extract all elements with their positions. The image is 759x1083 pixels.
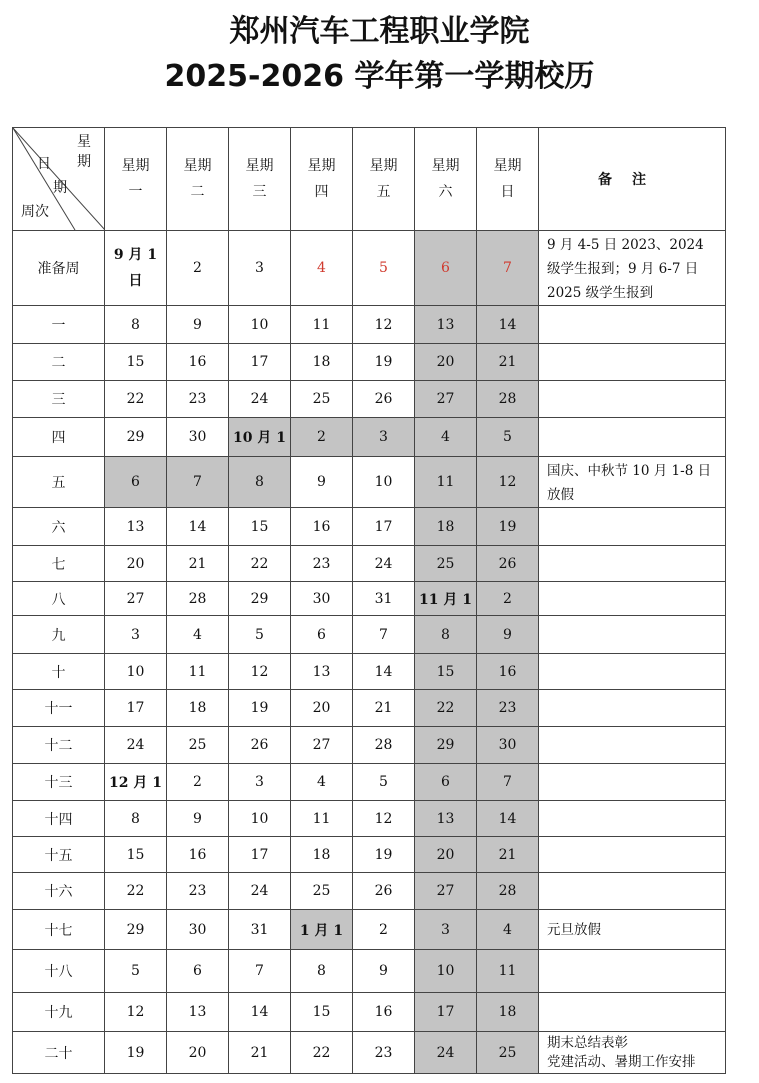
week-label: 十 (13, 654, 105, 690)
week-row (13, 1032, 726, 1074)
date-cell: 3 (105, 616, 167, 654)
week-label: 十九 (13, 993, 105, 1032)
date-cell: 26 (229, 727, 291, 764)
date-cell: 4 (291, 764, 353, 801)
date-cell: 15 (415, 654, 477, 690)
date-cell: 25 (167, 727, 229, 764)
date-cell: 3 (229, 231, 291, 306)
date-cell: 12 (105, 993, 167, 1032)
date-cell: 8 (229, 457, 291, 508)
date-cell: 17 (415, 993, 477, 1032)
date-cell: 16 (353, 993, 415, 1032)
date-cell: 18 (291, 837, 353, 873)
date-cell: 18 (415, 508, 477, 546)
date-cell: 7 (353, 616, 415, 654)
week-row (13, 344, 726, 381)
note-cell (539, 306, 726, 344)
date-cell: 27 (415, 873, 477, 910)
week-row (13, 654, 726, 690)
date-cell: 10 月 1 (229, 418, 291, 457)
date-cell: 13 (105, 508, 167, 546)
date-cell: 3 (229, 764, 291, 801)
date-cell: 30 (291, 582, 353, 616)
note-header-label: 备注 (598, 172, 666, 188)
date-cell: 21 (167, 546, 229, 582)
date-cell: 17 (229, 344, 291, 381)
week-label: 四 (13, 418, 105, 457)
date-cell: 24 (229, 873, 291, 910)
header-row (13, 128, 726, 231)
date-cell: 13 (291, 654, 353, 690)
week-label: 二十 (13, 1032, 105, 1074)
date-cell: 9 (291, 457, 353, 508)
date-cell: 24 (415, 1032, 477, 1074)
date-cell: 28 (477, 873, 539, 910)
date-cell: 11 (291, 306, 353, 344)
date-cell: 6 (105, 457, 167, 508)
date-cell: 4 (415, 418, 477, 457)
date-cell: 15 (105, 837, 167, 873)
date-cell: 8 (105, 801, 167, 837)
date-cell: 17 (229, 837, 291, 873)
note-cell (539, 764, 726, 801)
note-cell (539, 418, 726, 457)
date-cell: 17 (105, 690, 167, 727)
date-cell: 3 (353, 418, 415, 457)
week-row (13, 727, 726, 764)
note-line: 期末总结表彰 (547, 1035, 628, 1051)
date-cell: 8 (291, 950, 353, 993)
date-cell: 6 (415, 231, 477, 306)
calendar-table (12, 127, 726, 1074)
day-header-name: 一 (128, 184, 143, 200)
note-cell (539, 654, 726, 690)
date-cell: 23 (167, 381, 229, 418)
date-cell: 22 (229, 546, 291, 582)
date-cell: 10 (105, 654, 167, 690)
note-header-cell (539, 128, 726, 231)
date-cell: 24 (353, 546, 415, 582)
week-row (13, 837, 726, 873)
date-cell: 12 (477, 457, 539, 508)
week-label: 三 (13, 381, 105, 418)
note-cell (539, 582, 726, 616)
date-cell: 13 (415, 306, 477, 344)
date-cell: 27 (415, 381, 477, 418)
corner-label-zhouci: 周次 (21, 204, 49, 220)
date-cell: 5 (477, 418, 539, 457)
date-cell: 17 (353, 508, 415, 546)
date-cell: 28 (477, 381, 539, 418)
day-header-prefix: 星期 (245, 158, 274, 174)
date-cell: 30 (477, 727, 539, 764)
date-cell: 1 月 1 (291, 910, 353, 950)
date-cell: 4 (477, 910, 539, 950)
date-cell: 11 月 1 (415, 582, 477, 616)
date-cell: 30 (167, 910, 229, 950)
week-row (13, 546, 726, 582)
date-cell: 19 (105, 1032, 167, 1074)
week-row (13, 582, 726, 616)
date-cell: 22 (291, 1032, 353, 1074)
day-header-name: 三 (252, 184, 267, 200)
date-cell: 25 (291, 873, 353, 910)
date-cell: 15 (105, 344, 167, 381)
date-cell: 11 (291, 801, 353, 837)
date-cell: 23 (353, 1032, 415, 1074)
date-cell: 6 (167, 950, 229, 993)
day-header-cell (353, 128, 415, 231)
day-header-prefix: 星期 (307, 158, 336, 174)
date-cell: 22 (105, 873, 167, 910)
week-row (13, 418, 726, 457)
note-cell (539, 546, 726, 582)
date-cell: 14 (229, 993, 291, 1032)
week-row (13, 690, 726, 727)
day-header-cell (415, 128, 477, 231)
note-cell (539, 1032, 726, 1074)
date-cell: 25 (415, 546, 477, 582)
note-cell (539, 801, 726, 837)
date-cell: 7 (167, 457, 229, 508)
date-cell: 21 (229, 1032, 291, 1074)
day-header-prefix: 星期 (183, 158, 212, 174)
note-cell (539, 616, 726, 654)
date-cell: 9 (477, 616, 539, 654)
note-cell (539, 837, 726, 873)
date-cell: 9 (167, 306, 229, 344)
week-row (13, 616, 726, 654)
date-cell: 16 (477, 654, 539, 690)
week-row (13, 993, 726, 1032)
week-label: 十五 (13, 837, 105, 873)
date-cell: 29 (415, 727, 477, 764)
date-cell: 26 (477, 546, 539, 582)
note-cell (539, 950, 726, 993)
date-cell: 15 (229, 508, 291, 546)
date-cell: 7 (229, 950, 291, 993)
week-row (13, 457, 726, 508)
date-cell: 26 (353, 381, 415, 418)
date-cell: 15 (291, 993, 353, 1032)
date-cell: 19 (353, 344, 415, 381)
date-cell: 19 (353, 837, 415, 873)
week-row (13, 508, 726, 546)
date-cell: 21 (477, 837, 539, 873)
corner-label-ri: 日 (37, 156, 51, 172)
day-header-name: 日 (500, 184, 515, 200)
date-cell: 8 (105, 306, 167, 344)
date-cell: 23 (291, 546, 353, 582)
date-cell: 11 (415, 457, 477, 508)
corner-label-qi: 期 (53, 180, 67, 196)
corner-label-qi-top: 期 (77, 154, 91, 170)
date-cell: 9 月 1 日 (105, 231, 167, 306)
day-header-cell (477, 128, 539, 231)
date-cell: 29 (105, 910, 167, 950)
week-label: 十六 (13, 873, 105, 910)
date-cell: 6 (291, 616, 353, 654)
date-cell: 2 (291, 418, 353, 457)
week-label: 七 (13, 546, 105, 582)
date-cell: 12 月 1 (105, 764, 167, 801)
date-cell: 25 (477, 1032, 539, 1074)
date-cell: 10 (229, 801, 291, 837)
note-cell: 国庆、中秋节 10 月 1-8 日放假 (539, 457, 726, 508)
note-line: 党建活动、暑期工作安排 (547, 1054, 696, 1070)
date-cell: 5 (229, 616, 291, 654)
date-cell: 8 (415, 616, 477, 654)
date-cell: 4 (167, 616, 229, 654)
corner-label-xing: 星 (77, 134, 91, 150)
date-cell: 29 (105, 418, 167, 457)
date-cell: 18 (477, 993, 539, 1032)
date-cell: 29 (229, 582, 291, 616)
date-cell: 13 (167, 993, 229, 1032)
date-cell: 18 (291, 344, 353, 381)
date-cell: 10 (353, 457, 415, 508)
date-cell: 13 (415, 801, 477, 837)
date-cell: 20 (415, 344, 477, 381)
week-label: 八 (13, 582, 105, 616)
day-header-name: 四 (314, 184, 329, 200)
day-header-prefix: 星期 (431, 158, 460, 174)
date-cell: 24 (105, 727, 167, 764)
week-row (13, 910, 726, 950)
day-header-name: 二 (190, 184, 205, 200)
week-row (13, 873, 726, 910)
date-cell: 14 (353, 654, 415, 690)
date-cell: 21 (477, 344, 539, 381)
week-label: 九 (13, 616, 105, 654)
day-header-cell (229, 128, 291, 231)
week-label: 五 (13, 457, 105, 508)
date-cell: 24 (229, 381, 291, 418)
week-label: 一 (13, 306, 105, 344)
week-row (13, 950, 726, 993)
date-cell: 10 (415, 950, 477, 993)
date-cell: 28 (353, 727, 415, 764)
date-cell: 21 (353, 690, 415, 727)
document-title: 郑州汽车工程职业学院 (229, 14, 530, 49)
note-cell (539, 508, 726, 546)
date-cell: 31 (229, 910, 291, 950)
date-cell: 23 (477, 690, 539, 727)
date-cell: 16 (167, 344, 229, 381)
date-cell: 31 (353, 582, 415, 616)
note-cell (539, 727, 726, 764)
day-header-prefix: 星期 (369, 158, 398, 174)
date-cell: 9 (353, 950, 415, 993)
week-label: 准备周 (13, 231, 105, 306)
note-cell: 元旦放假 (539, 910, 726, 950)
date-cell: 26 (353, 873, 415, 910)
note-cell (539, 344, 726, 381)
date-cell: 14 (167, 508, 229, 546)
week-label: 十七 (13, 910, 105, 950)
date-cell: 19 (229, 690, 291, 727)
note-cell (539, 381, 726, 418)
week-label: 十四 (13, 801, 105, 837)
date-cell: 25 (291, 381, 353, 418)
day-header-prefix: 星期 (493, 158, 522, 174)
date-cell: 9 (167, 801, 229, 837)
note-cell (539, 873, 726, 910)
week-label: 二 (13, 344, 105, 381)
date-cell: 16 (167, 837, 229, 873)
date-cell: 27 (291, 727, 353, 764)
day-header-cell (105, 128, 167, 231)
date-cell: 19 (477, 508, 539, 546)
date-cell: 5 (353, 231, 415, 306)
date-cell: 20 (415, 837, 477, 873)
week-label: 十八 (13, 950, 105, 993)
date-cell: 14 (477, 306, 539, 344)
date-cell: 30 (167, 418, 229, 457)
date-cell: 22 (105, 381, 167, 418)
date-cell: 3 (415, 910, 477, 950)
document-subtitle: 2025-2026 学年第一学期校历 (164, 59, 595, 94)
date-cell: 20 (291, 690, 353, 727)
week-row (13, 801, 726, 837)
date-cell: 27 (105, 582, 167, 616)
week-label: 六 (13, 508, 105, 546)
date-cell: 10 (229, 306, 291, 344)
date-cell: 2 (167, 764, 229, 801)
date-cell: 5 (353, 764, 415, 801)
date-cell: 4 (291, 231, 353, 306)
week-label: 十三 (13, 764, 105, 801)
week-row (13, 381, 726, 418)
week-row (13, 231, 726, 306)
date-cell: 5 (105, 950, 167, 993)
note-cell: 9 月 4-5 日 2023、2024 级学生报到；9 月 6-7 日 2025 级学生报到 (539, 231, 726, 306)
date-cell: 2 (167, 231, 229, 306)
date-cell: 2 (353, 910, 415, 950)
date-cell: 6 (415, 764, 477, 801)
date-cell: 14 (477, 801, 539, 837)
week-row (13, 764, 726, 801)
date-cell: 20 (105, 546, 167, 582)
corner-header-cell (13, 128, 105, 231)
day-header-cell (291, 128, 353, 231)
week-label: 十一 (13, 690, 105, 727)
date-cell: 11 (167, 654, 229, 690)
date-cell: 7 (477, 231, 539, 306)
date-cell: 22 (415, 690, 477, 727)
date-cell: 20 (167, 1032, 229, 1074)
date-cell: 16 (291, 508, 353, 546)
date-cell: 12 (353, 306, 415, 344)
date-cell: 18 (167, 690, 229, 727)
date-cell: 11 (477, 950, 539, 993)
week-row (13, 306, 726, 344)
day-header-cell (167, 128, 229, 231)
day-header-prefix: 星期 (121, 158, 150, 174)
day-header-name: 六 (438, 184, 453, 200)
date-cell: 23 (167, 873, 229, 910)
date-cell: 12 (353, 801, 415, 837)
date-cell: 7 (477, 764, 539, 801)
note-cell (539, 690, 726, 727)
day-header-name: 五 (376, 184, 391, 200)
date-cell: 2 (477, 582, 539, 616)
date-cell: 12 (229, 654, 291, 690)
week-label: 十二 (13, 727, 105, 764)
date-cell: 28 (167, 582, 229, 616)
note-cell (539, 993, 726, 1032)
